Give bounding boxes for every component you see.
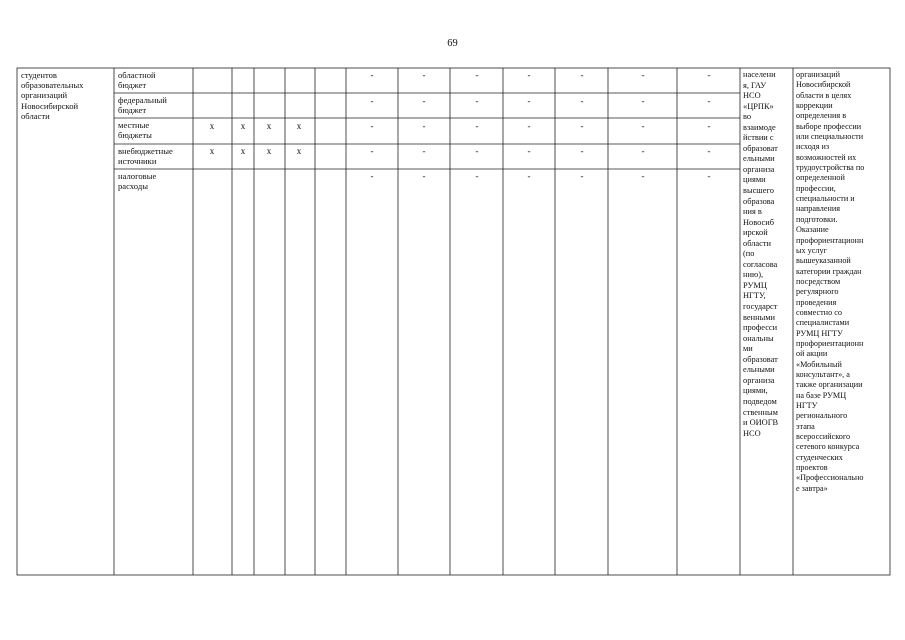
value-dash: - <box>580 121 584 131</box>
x-mark: х <box>266 146 272 156</box>
value-dash: - <box>580 96 584 106</box>
source-label-extrabudgetary: внебюджетные источники <box>118 146 173 167</box>
x-mark: х <box>209 146 215 156</box>
x-mark: х <box>296 121 302 131</box>
value-dash: - <box>422 70 426 80</box>
x-mark: х <box>240 121 246 131</box>
value-dash: - <box>475 70 479 80</box>
value-dash: - <box>527 96 531 106</box>
value-dash: - <box>707 171 711 181</box>
value-dash: - <box>527 70 531 80</box>
value-dash: - <box>422 121 426 131</box>
value-dash: - <box>641 146 645 156</box>
value-dash: - <box>527 171 531 181</box>
value-dash: - <box>641 121 645 131</box>
x-mark: х <box>296 146 302 156</box>
value-dash: - <box>422 96 426 106</box>
x-mark: х <box>266 121 272 131</box>
value-dash: - <box>641 171 645 181</box>
page-number: 69 <box>447 38 458 49</box>
executors-cell: населени я, ГАУ НСО «ЦРПК» во взаимоде йствии с образоват ельными организа циями высшего образова ния в Новосиб ирской области (по согласова нию), РУМЦ НГТУ, государст венными професси ональны ми образоват ельными организа циями, подведом ственным и ОИОГВ НСО <box>743 70 779 438</box>
value-dash: - <box>475 121 479 131</box>
value-dash: - <box>422 171 426 181</box>
value-dash: - <box>370 70 374 80</box>
source-label-local: местные бюджеты <box>118 120 152 141</box>
value-dash: - <box>580 70 584 80</box>
value-dash: - <box>370 121 374 131</box>
value-dash: - <box>370 171 374 181</box>
value-dash: - <box>641 96 645 106</box>
value-dash: - <box>580 146 584 156</box>
x-mark: х <box>240 146 246 156</box>
value-dash: - <box>475 171 479 181</box>
source-label-federal: федеральный бюджет <box>118 95 167 116</box>
value-dash: - <box>707 146 711 156</box>
value-dash: - <box>707 96 711 106</box>
value-dash: - <box>422 146 426 156</box>
value-dash: - <box>370 96 374 106</box>
value-dash: - <box>370 146 374 156</box>
target-group-cell: студентов образовательных организаций Новосибирской области <box>21 70 84 121</box>
value-dash: - <box>475 146 479 156</box>
expected-result-cell: организаций Новосибирской области в целях коррекции определения в выборе профессии или специальности исходя из возможностей их трудоустройства по определенной профессии, специальности и направления подготовки. Оказание профориентационн ых услуг вышеуказанной категории граждан посредством регулярного проведения совместно со специалистами РУМЦ НГТУ профориентационн ой акции «Мобильный консультант», а также организации на базе РУМЦ НГТУ регионального этапа всероссийского сетевого конкурса студенческих проектов «Профессионально е завтра» <box>796 70 865 493</box>
value-dash: - <box>527 146 531 156</box>
value-dash: - <box>641 70 645 80</box>
value-dash: - <box>707 70 711 80</box>
x-mark: х <box>209 121 215 131</box>
source-label-tax: налоговые расходы <box>118 171 157 192</box>
value-dash: - <box>527 121 531 131</box>
value-dash: - <box>580 171 584 181</box>
source-label-regional: областной бюджет <box>118 70 156 91</box>
value-dash: - <box>475 96 479 106</box>
value-dash: - <box>707 121 711 131</box>
